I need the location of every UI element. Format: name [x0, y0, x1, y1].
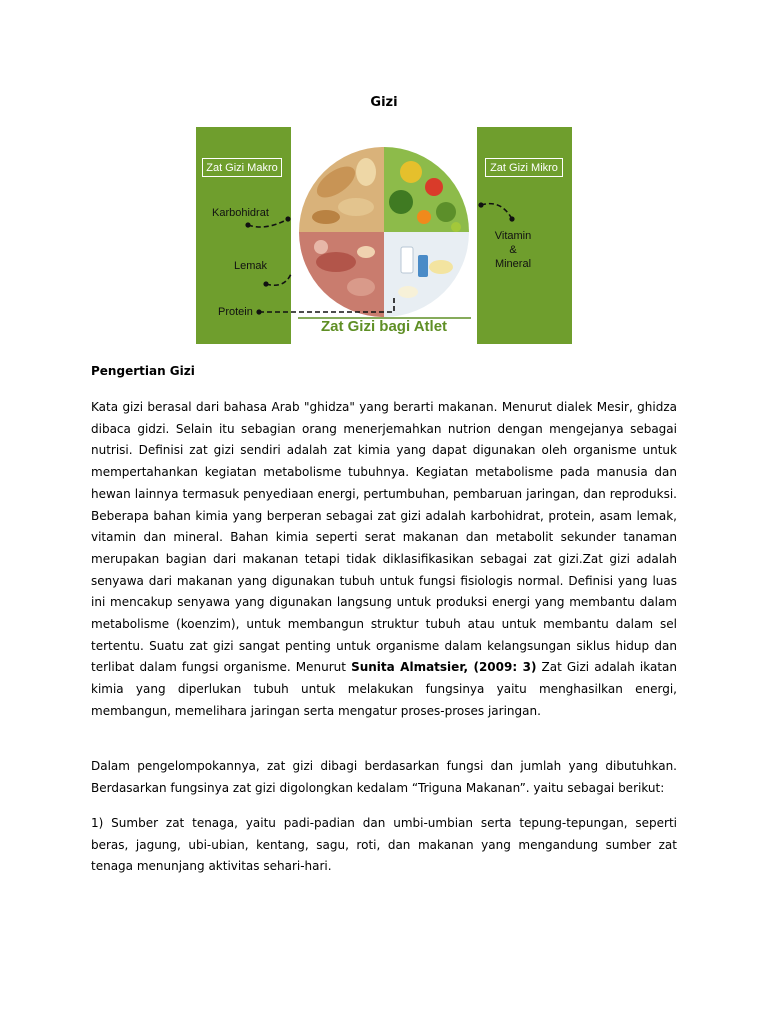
citation-author: Sunita Almatsier, (2009: 3) — [351, 660, 537, 675]
paragraph-definition-text-cont: Zat Gizi adalah ikatan kimia yang diperlukan tubuh untuk melakukan fungsinya yaitu menghasilkan energi, membangun, memelihara jaringan serta mengatur proses-proses jaringan. — [91, 660, 678, 718]
paragraph-energy-source: 1) Sumber zat tenaga, yaitu padi-padian dan umbi-umbian serta tepung-tepungan, seperti beras, jagung, ubi-ubian, kentang, sagu, roti, dan makanan yang mengandung sumber zat tenaga menunjang aktivitas sehari-hari. — [91, 816, 677, 874]
karbohidrat-label: Karbohidrat — [212, 207, 269, 219]
paragraph-definition — [91, 397, 677, 723]
vitamin-mineral-label — [480, 229, 546, 271]
vitamin-line: Vitamin — [494, 230, 532, 242]
paragraph-definition-text: Kata gizi berasal dari bahasa Arab "ghidza" yang berarti makanan. Menurut dialek Mesir, ghidza dibaca gidzi. Selain itu sebagian orang menerjemahkan nutrion dengan mengejanya sebagai nutrisi. Definisi zat gizi sendiri adalah zat kimia yang dapat digunakan oleh organisme untuk mempertahankan kegiatan metabolisme tubuhnya. Kegiatan metabolisme pada manusia dan hewan lainnya termasuk penyediaan energi, pertumbuhan, pembaruan jaringan, dan reproduksi. Beberapa bahan kimia yang berperan sebagai zat gizi adalah karbohidrat, protein, asam lemak, vitamin dan mineral. Bahan kimia seperti serat makanan dan metabolit sekunder tanaman merupakan bagian dari makanan tetapi tidak diklasifikasikan sebagai zat gizi.Zat gizi adalah senyawa dari makanan yang digunakan tubuh untuk fungsi fisiologis normal. Definisi yang luas ini mencakup senyawa yang digunakan langsung untuk produksi energi yang membantu dalam metabolisme (koenzim), untuk membangun struktur tubuh atau untuk membantu dalam sel tertentu. Suatu zat gizi sangat penting untuk organisme dalam kelangsungan siklus hidup dan terlibat dalam fungsi organisme. Menurut — [91, 400, 677, 675]
nutrition-figure — [196, 127, 572, 344]
micro-label: Zat Gizi Mikro — [485, 158, 563, 177]
document-title: Gizi — [370, 95, 398, 110]
macro-label: Zat Gizi Makro — [202, 158, 282, 177]
figure-caption: Zat Gizi bagi Atlet — [320, 318, 448, 335]
paragraph-grouping: Dalam pengelompokannya, zat gizi dibagi berdasarkan fungsi dan jumlah yang dibutuhkan. Berdasarkan fungsinya zat gizi digolongkan kedalam “Triguna Makanan”. yaitu sebagai berikut: — [91, 759, 677, 795]
protein-label: Protein — [218, 306, 253, 318]
ampersand-line: & — [509, 244, 517, 256]
lemak-label: Lemak — [234, 260, 268, 272]
mineral-line: Mineral — [494, 258, 532, 270]
food-wheel — [299, 147, 469, 317]
section-heading: Pengertian Gizi — [91, 364, 195, 378]
